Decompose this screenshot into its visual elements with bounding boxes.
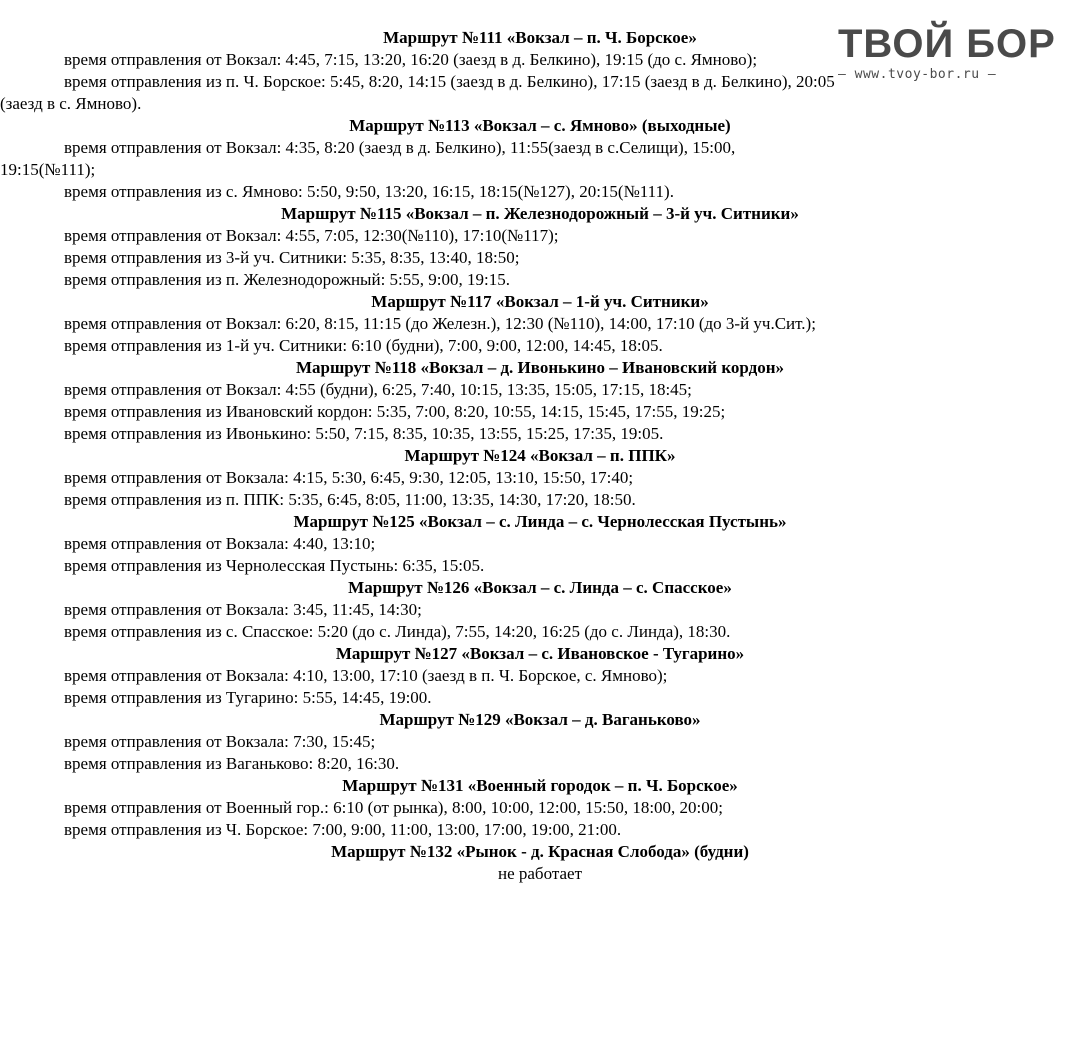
departure-line: время отправления от Вокзала: 4:10, 13:00, 17:10 (заезд в п. Ч. Борское, с. Ямново);: [64, 666, 668, 685]
departure-line: время отправления от Вокзала: 7:30, 15:45;: [64, 732, 376, 751]
departure-line: время отправления от Вокзала: 3:45, 11:45, 14:30;: [64, 600, 422, 619]
departure-line: время отправления из п. Железнодорожный: 5:55, 9:00, 19:15.: [64, 270, 510, 289]
departure-line: время отправления от Вокзала: 4:15, 5:30, 6:45, 9:30, 12:05, 13:10, 15:50, 17:40;: [64, 468, 634, 487]
route-title: Маршрут №132 «Рынок - д. Красная Слобода» (будни): [331, 842, 749, 861]
route-note: не работает: [497, 864, 583, 883]
departure-line-continuation: (заезд в с. Ямново).: [0, 94, 142, 113]
route-title: Маршрут №118 «Вокзал – д. Ивонькино – Ивановский кордон»: [295, 358, 785, 377]
departure-line: время отправления из п. Ч. Борское: 5:45, 8:20, 14:15 (заезд в д. Белкино), 17:15 (заезд в д. Белкино), 20:05: [64, 72, 835, 91]
route-title: Маршрут №124 «Вокзал – п. ППК»: [404, 446, 676, 465]
departure-line: время отправления от Вокзал: 4:45, 7:15, 13:20, 16:20 (заезд в д. Белкино), 19:15 (до с. Ямново);: [64, 50, 758, 69]
route-title: Маршрут №111 «Вокзал – п. Ч. Борское»: [383, 28, 697, 47]
departure-line-continuation: 19:15(№111);: [0, 160, 96, 179]
departure-line: время отправления от Вокзала: 4:40, 13:10;: [64, 534, 376, 553]
departure-line: время отправления из 3-й уч. Ситники: 5:35, 8:35, 13:40, 18:50;: [64, 248, 520, 267]
departure-line: время отправления из Ваганьково: 8:20, 16:30.: [64, 754, 400, 773]
departure-line: время отправления от Вокзал: 4:55, 7:05, 12:30(№110), 17:10(№117);: [64, 226, 559, 245]
route-title: Маршрут №127 «Вокзал – с. Ивановское - Тугарино»: [335, 644, 745, 663]
departure-line: время отправления из Чернолесская Пустынь: 6:35, 15:05.: [64, 556, 485, 575]
departure-line: время отправления от Вокзал: 4:35, 8:20 (заезд в д. Белкино), 11:55(заезд в с.Селищи), 15:00,: [64, 138, 736, 157]
route-title: Маршрут №117 «Вокзал – 1-й уч. Ситники»: [371, 292, 709, 311]
departure-line: время отправления от Вокзал: 6:20, 8:15, 11:15 (до Железн.), 12:30 (№110), 14:00, 17:10 (до 3-й уч.Сит.);: [64, 314, 816, 333]
departure-line: время отправления от Вокзал: 4:55 (будни), 6:25, 7:40, 10:15, 13:35, 15:05, 17:15, 18:45;: [64, 380, 692, 399]
departure-line: время отправления от Военный гор.: 6:10 (от рынка), 8:00, 10:00, 12:00, 15:50, 18:00, 20:00;: [64, 798, 724, 817]
route-title: Маршрут №115 «Вокзал – п. Железнодорожный – 3-й уч. Ситники»: [281, 204, 799, 223]
schedule-document: [0, 27, 1080, 885]
departure-line: время отправления из Ивонькино: 5:50, 7:15, 8:35, 10:35, 13:55, 15:25, 17:35, 19:05.: [64, 424, 664, 443]
departure-line: время отправления из Тугарино: 5:55, 14:45, 19:00.: [64, 688, 432, 707]
departure-line: время отправления из п. ППК: 5:35, 6:45, 8:05, 11:00, 13:35, 14:30, 17:20, 18:50.: [64, 490, 636, 509]
route-title: Маршрут №131 «Военный городок – п. Ч. Борское»: [342, 776, 738, 795]
logo-url: – www.tvoy-bor.ru –: [838, 67, 997, 82]
departure-line: время отправления из Ч. Борское: 7:00, 9:00, 11:00, 13:00, 17:00, 19:00, 21:00.: [64, 820, 622, 839]
departure-line: время отправления из 1-й уч. Ситники: 6:10 (будни), 7:00, 9:00, 12:00, 14:45, 18:05.: [64, 336, 663, 355]
route-title: Маршрут №126 «Вокзал – с. Линда – с. Спасское»: [348, 578, 732, 597]
departure-line: время отправления из Ивановский кордон: 5:35, 7:00, 8:20, 10:55, 14:15, 15:45, 17:55, 19:25;: [64, 402, 726, 421]
departure-line: время отправления из с. Ямново: 5:50, 9:50, 13:20, 16:15, 18:15(№127), 20:15(№111).: [64, 182, 674, 201]
departure-line: время отправления из с. Спасское: 5:20 (до с. Линда), 7:55, 14:20, 16:25 (до с. Линда), 18:30.: [64, 622, 731, 641]
logo-title: ТВОЙ БОР: [838, 22, 1056, 66]
site-logo: [838, 24, 1068, 82]
route-title: Маршрут №129 «Вокзал – д. Ваганьково»: [379, 710, 701, 729]
route-title: Маршрут №113 «Вокзал – с. Ямново» (выходные): [349, 116, 731, 135]
route-title: Маршрут №125 «Вокзал – с. Линда – с. Чернолесская Пустынь»: [293, 512, 787, 531]
